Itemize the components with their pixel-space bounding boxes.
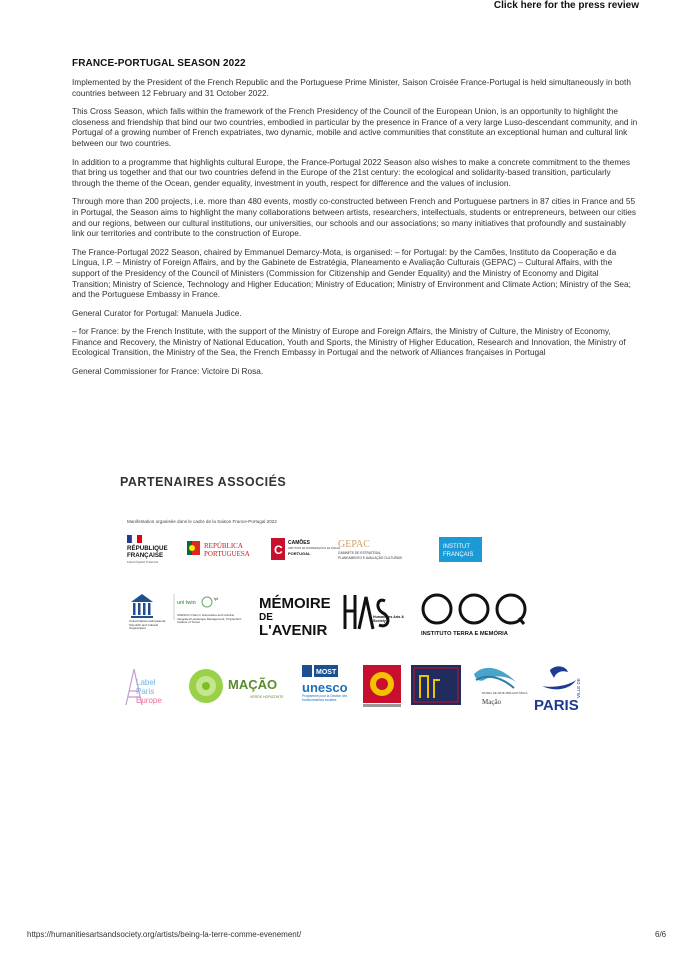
svg-text:C: C: [274, 543, 283, 557]
svg-text:uni twin: uni twin: [177, 600, 196, 606]
camoes-logo: [269, 535, 341, 565]
paragraph-programme: In addition to a programme that highlights cultural Europe, the France-Portugal 2022 Season also wishes to make a concrete commitment to the themes that bring us together and that our two countries defend in the Europe of the 21st century: the ecological and solidarity-based transition, particularly through the theme of the Ocean, gender equality, investment in youth, respect for difference and the values of inclusion.: [72, 156, 631, 188]
paragraph-intro: Implemented by the President of the French Republic and the Portuguese Prime Minister, Saison Croisée France-Portugal is held simultaneously in both countries between 12 February and 31 October 2022.: [72, 77, 631, 98]
ville-de-paris-logo: [528, 662, 594, 714]
svg-text:unesco: unesco: [302, 680, 348, 695]
svg-text:VILLE DE: VILLE DE: [576, 678, 581, 698]
svg-text:PARIS: PARIS: [534, 697, 579, 714]
svg-text:MÉMOIRE: MÉMOIRE: [259, 595, 331, 612]
article: [72, 58, 638, 385]
svg-text:VERDE HORIZONTE: VERDE HORIZONTE: [250, 695, 284, 699]
svg-text:FRANÇAIS: FRANÇAIS: [443, 552, 474, 558]
chair-framed-logo: [410, 664, 462, 710]
paragraph-commissioner: General Commissioner for France: Victoire Di Rosa.: [72, 366, 264, 377]
gepac-logo: [336, 535, 428, 565]
partners-title: PARTENAIRES ASSOCIÉS: [120, 475, 287, 489]
svg-text:PORTUGUESA: PORTUGUESA: [204, 550, 250, 558]
svg-text:DE: DE: [259, 612, 273, 623]
label-paris-europe-logo: [120, 665, 178, 713]
unitwin-chair-logo: uni twin ipt UNESCO Chair in Humanities and Cultural Integrated Landscape Management, Polytechnic Institute of Tomar: [177, 596, 242, 624]
emblem-red-logo: [362, 664, 402, 708]
paragraph-projects: Through more than 200 projects, i.e. more than 480 events, mostly co-constructed between French and Portuguese partners in 87 cities in France and 55 in Portugal, the Season aims to highlight the many collaborations between artists, researchers, intellectuals, students or entrepreneurs, between our cities and our regions, between our cultural institutions, our universities, our schools and our associations; so many initiatives that profoundly and sustainably link our territories and contribute to the construction of Europe.: [72, 196, 637, 239]
institut-francais-logo: [439, 537, 483, 563]
footer-url: https://humanitiesartsandsociety.org/artists/being-la-terre-comme-evenement/: [27, 930, 302, 939]
paragraph-organisation: The France-Portugal 2022 Season, chaired by Emmanuel Demarcy-Mota, is organised: – for Portugal: by the Camões, Instituto da Cooperação e da Língua, I.P. – Ministry of Foreign Affairs, and by the Gabinete de Estratégia, Planeamento e Avaliação Culturais (GEPAC) – Cultural Affairs, with the support of the Presidency of the Council of Ministers (Commission for Citizenship and Gender Equality) and the Ministry of Economy and Digital Transition; Ministry of Science, Technology and Higher Education; Ministry of Education; Ministry of Environment and Climate Action; Ministry of the Sea; and the Portuguese Embassy in France.: [72, 246, 631, 300]
svg-text:CAMÕES: CAMÕES: [288, 540, 310, 546]
humanities-arts-society-logo: Humanities Arts & Society: [341, 589, 407, 639]
paragraph-curator: General Curator for Portugal: Manuela Judice.: [72, 307, 242, 318]
svg-text:INSTITUT: INSTITUT: [443, 544, 470, 550]
svg-text:Liberté Égalité Fraternité: Liberté Égalité Fraternité: [127, 560, 159, 564]
unesco-temple-logo: United Nations Educational, Scientific and Cultural Organization: [129, 592, 175, 634]
memoire-de-lavenir-logo: [257, 592, 335, 640]
press-review-link[interactable]: Click here for the press review: [493, 0, 639, 11]
svg-text:GABINETE DE ESTRATÉGIA,: GABINETE DE ESTRATÉGIA,: [338, 551, 382, 555]
macao-verde-horizonte-logo: [186, 666, 290, 706]
svg-text:RÉPUBLIQUE: RÉPUBLIQUE: [127, 545, 168, 552]
svg-text:INSTITUTO DA COOPERAÇÃO E DA L: INSTITUTO DA COOPERAÇÃO E DA LÍNGUA: [288, 547, 341, 550]
svg-text:GEPAC: GEPAC: [338, 539, 370, 550]
article-title: FRANCE-PORTUGAL SEASON 2022: [72, 58, 246, 69]
paragraph-france: – for France: by the French Institute, with the support of the Ministry of Europe and Foreign Affairs, the Ministry of Culture, the Ministry of Economy, Finance and Recovery, the Ministry of National Education, Youth and Sports, the Ministry of Higher Education, Research and Innovation, the Ministry of Ecological Transition, the Ministry of the Sea, the French Embassy in Portugal and the network of Alliances françaises in Portugal: [72, 326, 626, 358]
svg-text:Mação: Mação: [482, 698, 502, 706]
svg-text:PORTUGAL: PORTUGAL: [288, 551, 311, 556]
svg-text:MUSEU DE ARTE PRÉ-HISTÓRICA: MUSEU DE ARTE PRÉ-HISTÓRICA: [482, 691, 528, 695]
svg-text:Label: Label: [136, 678, 156, 687]
republique-francaise-logo: [124, 533, 174, 573]
partners-note: Manifestation organisée dans le cadre de la Saison France-Portugal 2022: [127, 519, 277, 524]
page-number: 6/6: [655, 930, 667, 939]
svg-text:MAÇÃO: MAÇÃO: [228, 677, 278, 692]
svg-text:MOST: MOST: [316, 669, 337, 676]
instituto-terra-memoria-logo: [418, 590, 536, 638]
svg-text:Europe: Europe: [136, 696, 162, 705]
republica-portuguesa-logo: [185, 535, 257, 565]
svg-text:PLANEAMENTO E AVALIAÇÃO CULTUR: PLANEAMENTO E AVALIAÇÃO CULTURAIS: [338, 556, 403, 560]
partners-section: [120, 475, 600, 524]
svg-text:ipt: ipt: [214, 596, 219, 601]
museu-macao-logo: [470, 662, 528, 714]
svg-text:REPÚBLICA: REPÚBLICA: [204, 542, 243, 550]
svg-text:INSTITUTO TERRA E MEMÓRIA: INSTITUTO TERRA E MEMÓRIA: [421, 631, 508, 637]
svg-text:FRANÇAISE: FRANÇAISE: [127, 552, 164, 559]
svg-text:L'AVENIR: L'AVENIR: [259, 622, 328, 639]
unesco-most-logo: MOST unesco Programme pour la Gestion des transformations sociales: [300, 663, 358, 709]
paragraph-cross-season: This Cross Season, which falls within the framework of the French Presidency of the Council of the European Union, is an opportunity to highlight the closeness and friendship that bind our two countries, embodied in particular by the presence in France of a very large Luso-descendant community, and in Portugal of a growing number of French expatriates, two dynamic, mobile and active communities that constitute an exceptional human and cultural link between our two countries.: [72, 106, 638, 148]
svg-text:Paris: Paris: [136, 687, 155, 696]
